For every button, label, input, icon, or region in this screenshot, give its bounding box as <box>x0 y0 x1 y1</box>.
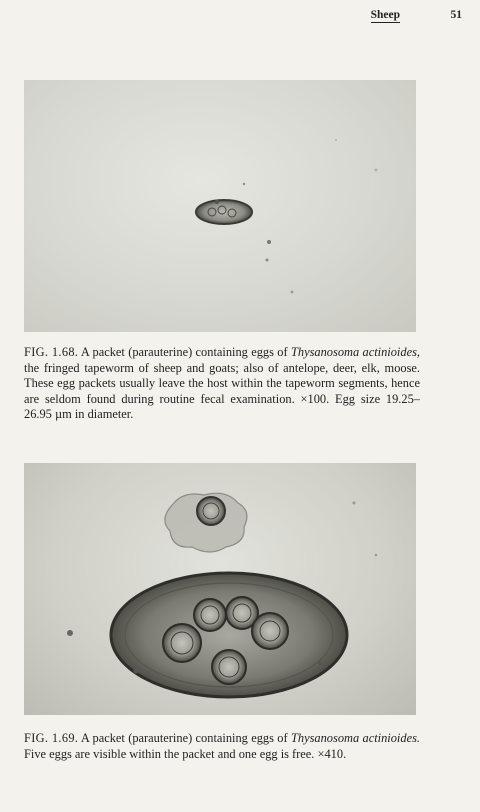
micrograph-image-1 <box>24 80 416 332</box>
caption-text: the fringed tapeworm of sheep and goats; also of antelope, deer, elk, moose. These egg packets usually leave the host within the tapeworm segments, hence are seldom found during routine fecal examination. ×100. Egg size 19.25–26.95 µm in diameter. <box>24 360 420 422</box>
figure-label: FIG. 1.69. <box>24 731 79 745</box>
caption-text: A packet (parauterine) containing eggs of <box>80 731 288 745</box>
caption-text: Five eggs are visible within the packet and one egg is free. ×410. <box>24 746 347 761</box>
running-head <box>24 9 462 25</box>
figure-label: FIG. 1.68. <box>24 345 79 359</box>
species-name: Thysanosoma actinioides. <box>291 731 420 745</box>
caption-text: A packet (parauterine) containing eggs of <box>80 345 288 359</box>
figure-caption-1-68 <box>24 345 420 423</box>
page-number: 51 <box>450 9 462 21</box>
micrograph-image-2 <box>24 463 416 715</box>
micrograph-fig-1-69 <box>24 463 416 715</box>
free-egg <box>197 497 225 525</box>
section-title: Sheep <box>370 9 400 21</box>
species-name: Thysanosoma actinioides, <box>291 345 420 359</box>
micrograph-fig-1-68 <box>24 80 416 332</box>
figure-caption-1-69 <box>24 731 420 762</box>
egg-packet <box>196 200 252 224</box>
